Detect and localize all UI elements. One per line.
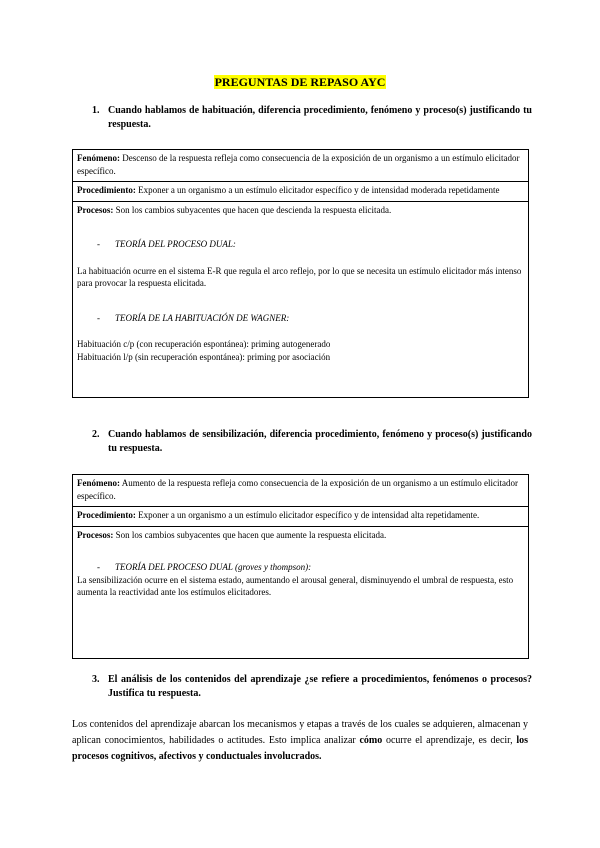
bullet-dual-process: - TEORÍA DEL PROCESO DUAL (groves y thompson): (97, 562, 312, 572)
question-3: 3. El análisis de los contenidos del aprendizaje ¿se refiere a procedimientos, fenómenos o procesos? Justifica tu respuesta. (92, 674, 532, 699)
bullet-wagner: - TEORÍA DE LA HABITUACIÓN DE WAGNER: (97, 312, 290, 323)
procesos-cell: Procesos: Son los cambios subyacentes que hacen que aumente la respuesta elicitada. - TEORÍA DEL PROCESO DUAL (groves y thompson): La sensibilización ocurre en el sistema estado, aumentando el arousal general, disminuyendo el umbral de respuesta, esto aumenta la reactividad ante los estímulos elicitadores. (73, 526, 528, 603)
page-title: PREGUNTAS DE REPASO AYC (214, 75, 386, 89)
fenomeno-cell: Fenómeno: Aumento de la respuesta refleja como consecuencia de la exposición de un organismo a un estímulo elicitador específico. (77, 478, 518, 501)
procesos-cell: Procesos: Son los cambios subyacentes que hacen que descienda la respuesta elicitada. - TEORÍA DEL PROCESO DUAL: La habituación ocurre en el sistema E-R que regula el arco reflejo, por lo que se necesita un estímulo elicitador más intenso para provocar la respuesta elicitada. - TEORÍA DE LA HABITUACIÓN DE WAGNER: Habituación c/p (con recuperación espontánea): priming autogenerado Habituación l/p (sin recuperación espontánea): priming por asociación (73, 201, 528, 368)
answer-table-2 (72, 474, 529, 659)
answer-table-1 (72, 149, 529, 398)
answer-3: Los contenidos del aprendizaje abarcan los mecanismos y etapas a través de los cuales se adquieren, almacenan y aplican conocimientos, habilidades o actitudes. Esto implica analizar cómo ocurre el aprendizaje, es decir, los procesos cognitivos, afectivos y conductuales involucrados. (72, 719, 529, 762)
procedimiento-cell: Procedimiento: Exponer a un organismo a un estímulo elicitador específico y de intensidad alta repetidamente. (73, 506, 528, 526)
fenomeno-cell: Fenómeno: Descenso de la respuesta refleja como consecuencia de la exposición de un organismo a un estímulo elicitador específico. (77, 153, 520, 176)
question-2: 2. Cuando hablamos de sensibilización, diferencia procedimiento, fenómeno y proceso(s) justificando tu respuesta. (92, 429, 532, 454)
question-1: 1. Cuando hablamos de habituación, diferencia procedimiento, fenómeno y proceso(s) justificando tu respuesta. (92, 105, 532, 130)
bullet-dual-process: - TEORÍA DEL PROCESO DUAL: (97, 239, 236, 249)
procedimiento-cell: Procedimiento: Exponer a un organismo a un estímulo elicitador específico y de intensidad moderada repetidamente (73, 181, 528, 201)
